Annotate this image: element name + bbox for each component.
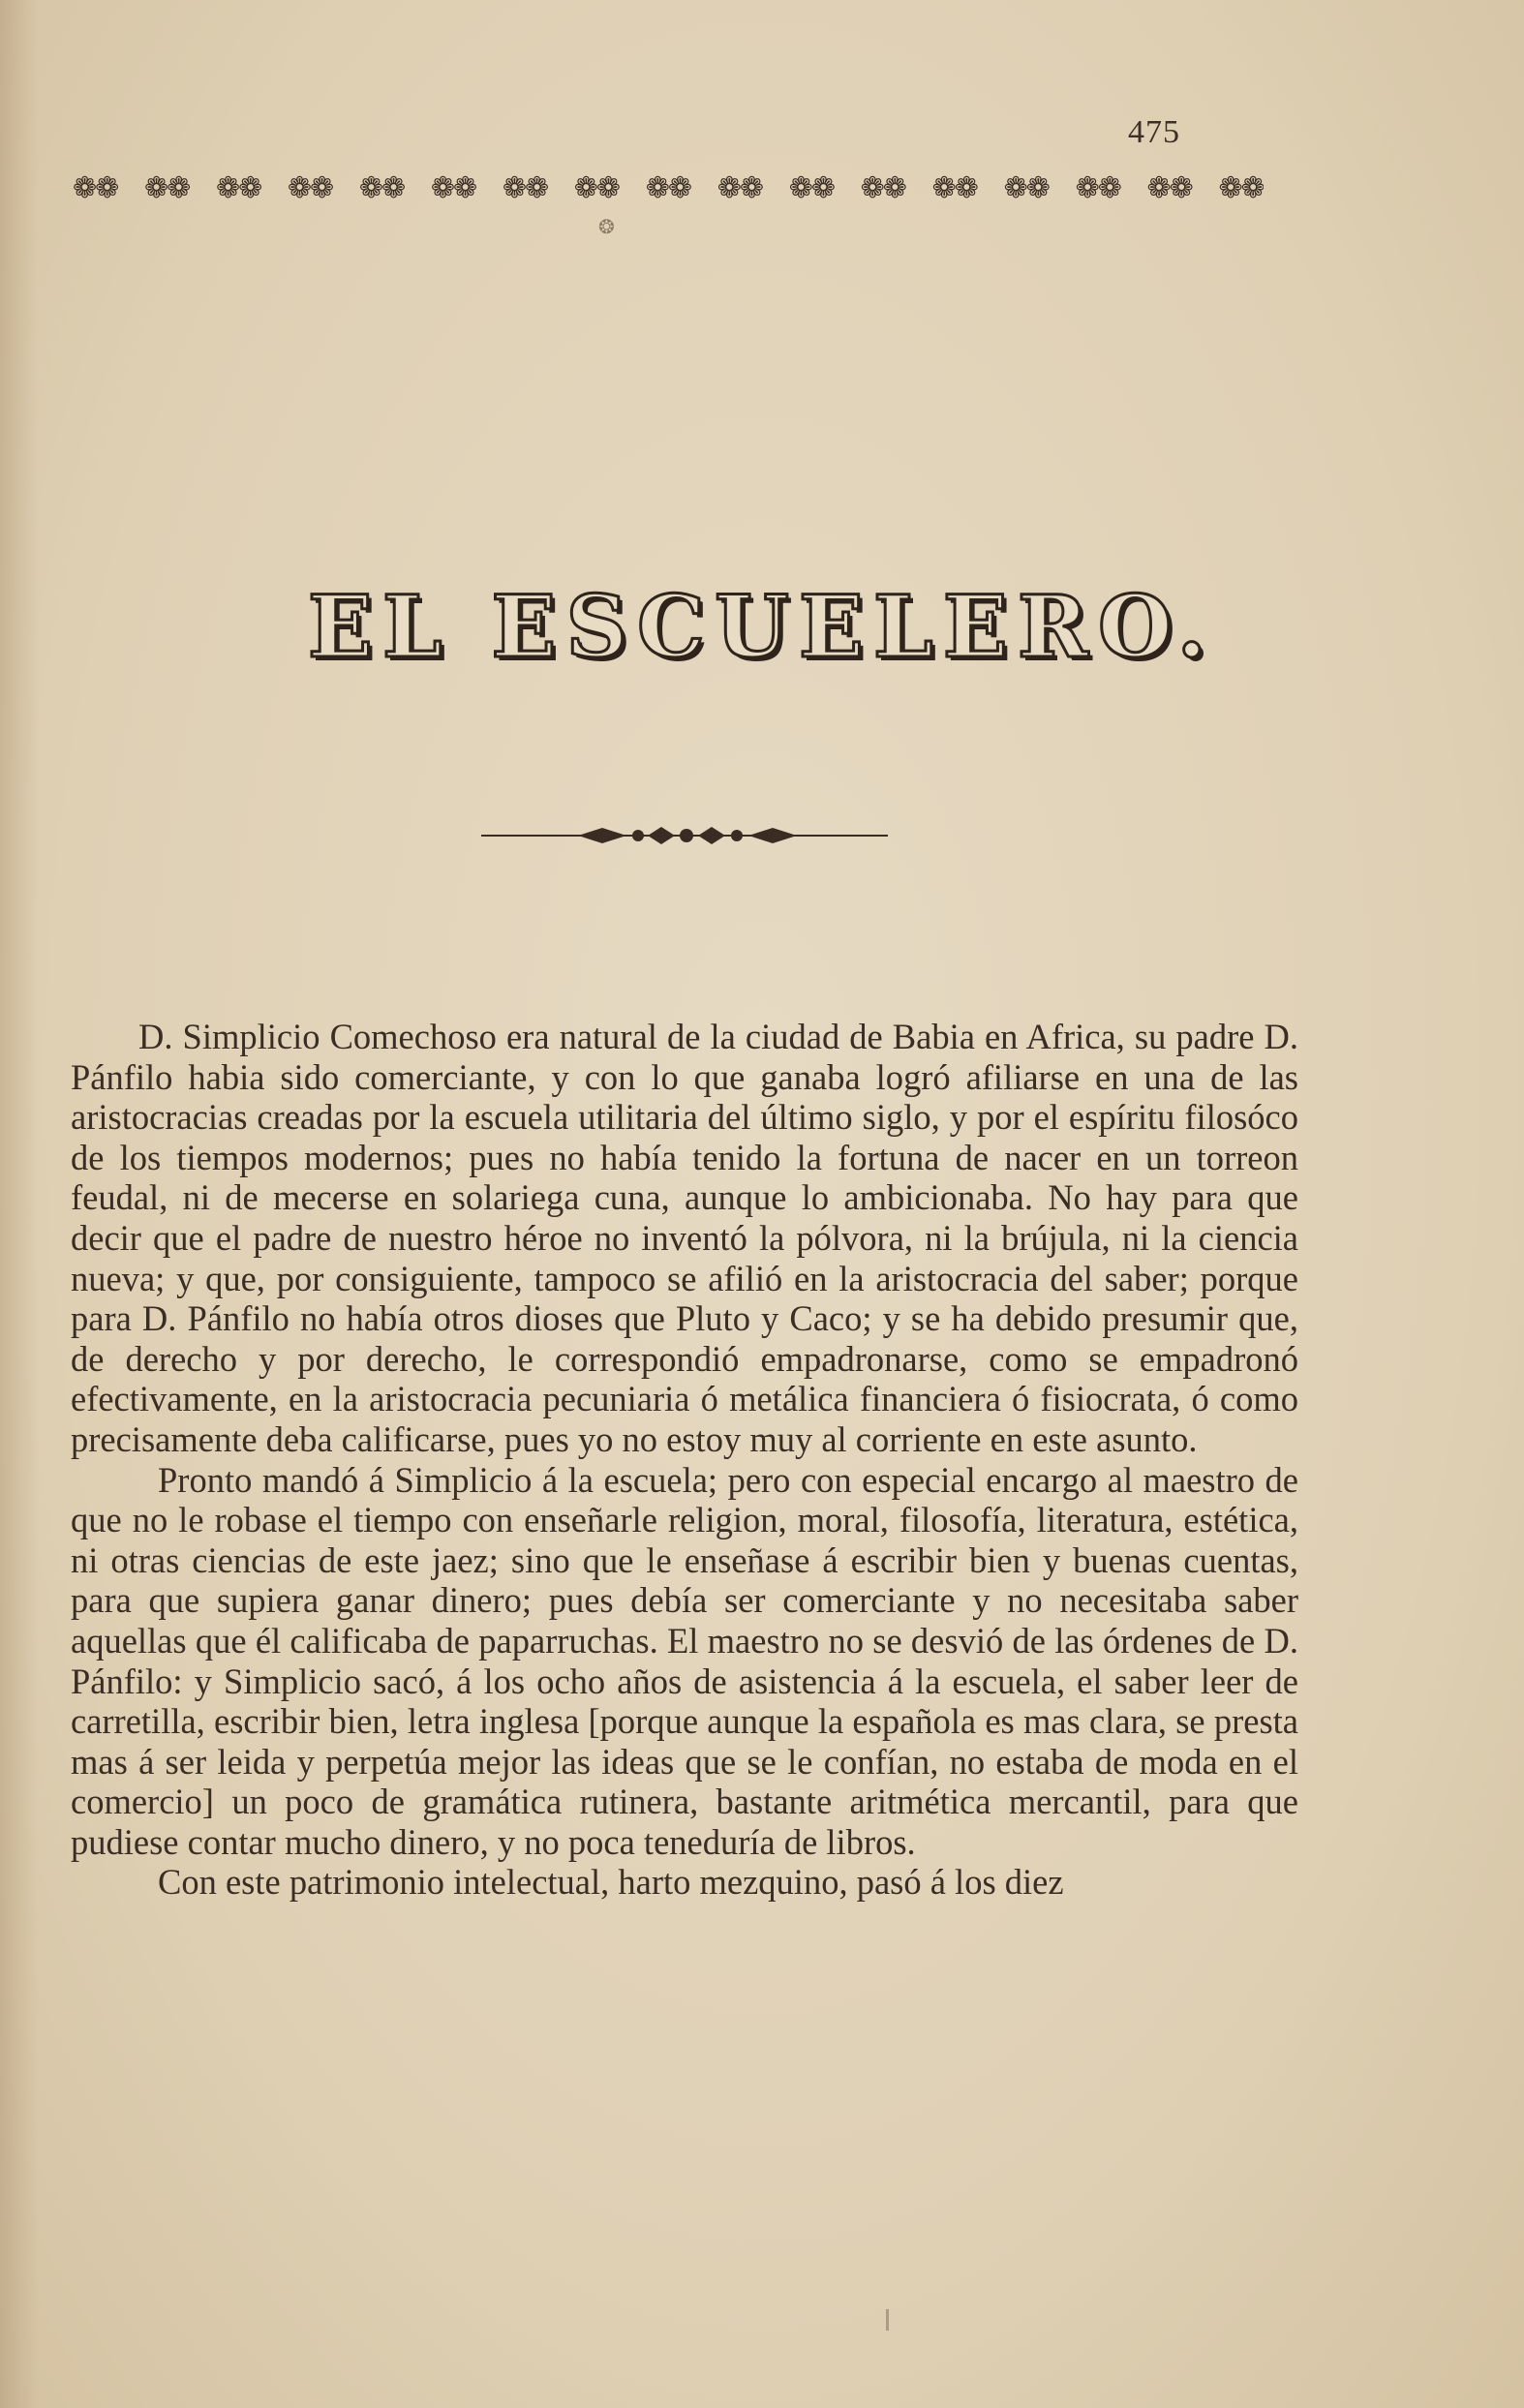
- ornament-flourish-icon: ❁❁: [1218, 171, 1264, 205]
- article-title: EL ESCUELERO.: [307, 576, 1217, 677]
- small-ornament-mark: ❂: [598, 215, 615, 238]
- article-body: [71, 1017, 1298, 1903]
- divider-rule-icon: [481, 821, 888, 850]
- ornament-flourish-icon: ❁❁: [430, 171, 476, 205]
- ornament-flourish-icon: ❁❁: [287, 171, 333, 205]
- ornament-flourish-icon: ❁❁: [215, 171, 261, 205]
- ornament-flourish-icon: ❁❁: [358, 171, 405, 205]
- ornament-flourish-icon: ❁❁: [73, 171, 118, 205]
- paragraph-1: D. Simplicio Comechoso era natural de la ciudad de Babia en Africa, su padre D. Pánfilo habia sido comerciante, y con lo que ganaba logró afiliarse en una de las aristocracias creadas por la escuela utilitaria del último siglo, y por el espíritu filosóco de los tiempos modernos; pues no había tenido la fortuna de nacer en un torreon feudal, ni de mecerse en solariega cuna, aunque lo ambicionaba. No hay para que decir que el padre de nuestro héroe no inventó la pólvora, ni la brújula, ni la ciencia nueva; y que, por consiguiente, tampoco se afilió en la aristocracia del saber; porque para D. Pánfilo no había otros dioses que Pluto y Caco; y se ha debido presumir que, de derecho y por derecho, le correspondió empadronarse, como se empadronó efectivamente, en la aristocracia pecuniaria ó metálica financiera ó fisiocrata, ó como precisamente deba calificarse, pues yo no estoy muy al corriente en este asunto.: [71, 1017, 1298, 1459]
- ornament-flourish-icon: ❁❁: [716, 171, 762, 205]
- ornament-flourish-icon: ❁❁: [645, 171, 691, 205]
- ornament-flourish-icon: ❁❁: [860, 171, 905, 205]
- page-blemish: [886, 2309, 889, 2331]
- ornament-flourish-icon: ❁❁: [1146, 171, 1192, 205]
- page-number: 475: [1128, 114, 1180, 150]
- ornament-flourish-icon: ❁❁: [1003, 171, 1049, 205]
- binding-shadow: [0, 0, 39, 2408]
- ornament-flourish-icon: ❁❁: [788, 171, 834, 205]
- title-divider-ornament: [481, 821, 888, 850]
- ornament-flourish-icon: ❁❁: [502, 171, 548, 205]
- ornamental-header-band: [73, 165, 1264, 213]
- paragraph-2: Pronto mandó á Simplicio á la escuela; pero con especial encargo al maestro de que no le robase el tiempo con enseñarle religion, moral, filosofía, literatura, estética, ni otras ciencias de este jaez; sino que le enseñase á escribir bien y buenas cuentas, para que supiera ganar dinero; pues debía ser comerciante y no necesitaba saber aquellas que él calificaba de paparruchas. El maestro no se desvió de las órdenes de D. Pánfilo: y Simplicio sacó, á los ocho años de asistencia á la escuela, el saber leer de carretilla, escribir bien, letra inglesa [porque aunque la española es mas clara, se presta mas á ser leida y perpetúa mejor las ideas que se le confían, no estaba de moda en el comercio] un poco de gramática rutinera, bastante aritmética mercantil, para que pudiese contar mucho dinero, y no poca teneduría de libros.: [71, 1459, 1298, 1862]
- ornament-flourish-icon: ❁❁: [1075, 171, 1120, 205]
- ornament-flourish-icon: ❁❁: [143, 171, 190, 205]
- ornament-flourish-icon: ❁❁: [931, 171, 977, 205]
- paragraph-3: Con este patrimonio intelectual, harto mezquino, pasó á los diez: [158, 1862, 1064, 1903]
- ornament-flourish-icon: ❁❁: [573, 171, 620, 205]
